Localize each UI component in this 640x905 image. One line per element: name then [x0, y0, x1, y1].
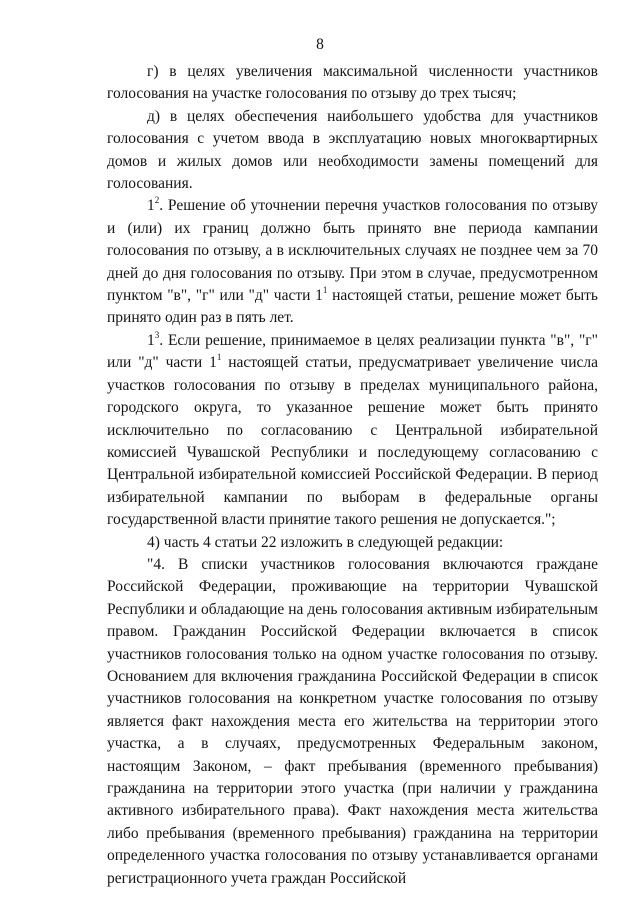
text-run: настоящей статьи, предусматривает увеличение числа участков голосования по отзыву в пределах муниципального района, городского округа, то указанное решение может быть принято исключительно по согласованию с Центральной избирательной комиссией Чувашской Республики и последующему согласованию с Центральной избирательной комиссией Российской Федерации. В период избирательной кампании по выборам в федеральные органы государственной власти принятие такого решения не допускается.";: [107, 354, 598, 529]
page-number: 8: [316, 36, 324, 53]
text-run: "4. В списки участников голосования включаются граждане Российской Федерации, проживающие на территории Чувашской Республики и обладающие на день голосования активным избирательным правом. Гражданин Российской Федерации включается в список участников голосования только на одном участке голосования по отзыву. Основанием для включения гражданина Российской Федерации в список участников голосования на конкретном участке голосования по отзыву является факт нахождения места его жительства на территории этого участка, а в случаях, предусмотренных Федеральным законом, настоящим Законом, – факт пребывания (временного пребывания) гражданина на территории этого участка (при наличии у гражданина активного избирательного права). Факт нахождения места жительства либо пребывания (временного пребывания) гражданина на территории определенного участка голосования по отзыву устанавливается органами регистрационного учета граждан Российской: [107, 555, 598, 887]
superscript: 1: [216, 352, 222, 363]
paragraph: [107, 61, 598, 106]
text-run: . Если решение, принимаемое в целях реализации пункта "в", "г" или "д" части 1: [107, 331, 598, 372]
paragraph: [107, 195, 598, 329]
document-body: [107, 61, 598, 890]
superscript: 1: [322, 284, 328, 295]
paragraph: [107, 554, 598, 890]
superscript: 3: [154, 329, 160, 340]
paragraph: [107, 532, 598, 554]
text-run: 1: [147, 331, 155, 349]
text-run: г) в целях увеличения максимальной численности участников голосования на участке голосования по отзыву до трех тысяч;: [107, 63, 598, 103]
text-run: 1: [147, 197, 155, 215]
paragraph: [107, 106, 598, 196]
text-run: . Решение об уточнении перечня участков голосования по отзыву и (или) их границ должно быть принято вне периода кампании голосования по отзыву, а в исключительных случаях не позднее чем за 70 дней до дня голосования по отзыву. При этом в случае, предусмотренном пунктом "в", "г" или "д" части 1: [107, 197, 598, 305]
text-run: д) в целях обеспечения наибольшего удобства для участников голосования с учетом ввода в эксплуатацию новых многоквартирных домов и жилых домов или необходимости замены помещений для голосования.: [107, 107, 598, 193]
paragraph: [107, 330, 598, 532]
text-run: 4) часть 4 статьи 22 изложить в следующей редакции:: [147, 533, 504, 551]
text-run: настоящей статьи, решение может быть принято один раз в пять лет.: [107, 287, 598, 327]
superscript: 2: [154, 195, 160, 206]
